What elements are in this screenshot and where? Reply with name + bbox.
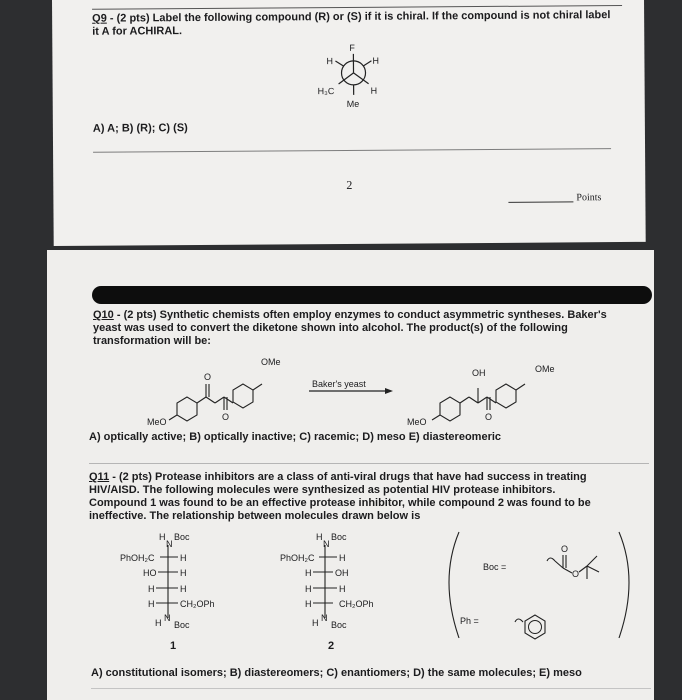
question-10-11-sheet [47,250,654,700]
c1-row2-left: HO [143,568,157,578]
legend-right-paren [619,532,629,638]
atom-me: Me [346,98,360,109]
ph-definition-label: Ph = [460,616,479,626]
q11-number: Q11 [89,471,110,483]
c2-bottom-n: N [321,613,328,623]
compound-1-skeleton [156,545,178,618]
c1-row4-left: H [148,599,155,609]
atom-h-upper-left: H [326,56,333,67]
c1-row4-right: CH₂OPh [180,599,215,609]
phenyl-structure [515,615,545,639]
q9-points-value: 2 [346,177,353,192]
c2-row3-right: H [339,584,346,594]
c1-row3-right: H [180,584,187,594]
c2-row4-right: CH₂OPh [339,599,374,609]
reactant-meo: MeO [147,417,167,427]
q11-line3: Compound 1 was found to be an effective protease inhibitor, while compound 2 was found to be [89,497,591,509]
question-9-sheet [52,0,646,246]
q10-line2: yeast was used to convert the diketone shown into alcohol. The product(s) of the following [93,322,568,334]
q10-options: A) optically active; B) optically inactive; C) racemic; D) meso E) diastereomeric [89,431,502,443]
c1-bottom-n: N [164,613,171,623]
c2-row2-left: H [305,568,312,578]
c2-bottom-boc: Boc [331,620,347,630]
q11-bottom-rule [91,688,651,689]
c2-top-boc: Boc [331,532,347,542]
c2-row1-left: PhOH₂C [280,553,315,563]
c2-bottom-h: H [312,618,319,628]
c1-top-h: H [159,532,166,542]
boc-definition-label: Boc = [483,562,507,572]
q10-line1: Q10 - (2 pts) Synthetic chemists often employ enzymes to conduct asymmetric syntheses. Baker's [93,309,607,321]
bond-back-h2 [363,61,371,66]
q10-line3: transformation will be: [93,335,211,347]
c1-row1-right: H [180,553,187,563]
q11-options: A) constitutional isomers; B) diastereomers; C) enantiomers; D) the same molecules; E) meso [91,667,582,679]
reagent-label: Baker's yeast [312,379,366,389]
q9-line2: it A for ACHIRAL. [92,25,183,38]
c2-row1-right: H [339,553,346,563]
atom-h3c: H₃C [317,86,335,97]
q11-line2: HIV/AISD. The following molecules were synthesized as potential HIV protease inhibitors. [89,484,556,496]
points-label: Points [576,192,602,204]
q9-number: Q9 [92,12,107,25]
c1-row1-left: PhOH₂C [120,553,155,563]
q11-fischer-projections [47,250,654,700]
product-oh: OH [472,368,486,378]
q9-line1: Q9 - (2 pts) Label the following compound (R) or (S) if it is chiral. If the compound is not chiral label [92,9,611,25]
product-meo: MeO [407,417,427,427]
c2-row3-left: H [305,584,312,594]
q10-number: Q10 [93,309,114,321]
c1-top-boc: Boc [174,532,190,542]
atom-f: F [349,42,355,53]
reactant-ome: OMe [261,357,281,367]
q11-line1: Q11 - (2 pts) Protease inhibitors are a class of anti-viral drugs that have had success in treating [89,471,587,483]
atom-h-lower-right: H [370,85,378,96]
c1-bottom-boc: Boc [174,620,190,630]
boc-carbonyl-o: O [561,544,569,554]
bond-back-h1 [335,61,343,66]
c2-row2-right: OH [335,568,349,578]
q11-line4: ineffective. The relationship between molecules drawn below is [89,510,421,522]
legend-left-paren [449,532,459,638]
atom-h-upper-right: H [372,55,379,66]
compound-2-label: 2 [328,640,335,652]
compound-1-label: 1 [170,640,177,652]
c2-top-h: H [316,532,323,542]
c2-row4-left: H [305,599,312,609]
c1-bottom-h: H [155,618,162,628]
reactant-o-bottom: O [222,412,230,422]
compound-2-skeleton [313,545,337,618]
product-o-bottom: O [485,412,493,422]
boc-ester-o: O [572,569,580,579]
q9-options: A) A; B) (R); C) (S) [92,122,188,135]
c2-top-n: N [323,539,330,549]
reactant-o-top: O [204,372,212,382]
c1-row3-left: H [148,584,155,594]
c1-top-n: N [166,539,173,549]
product-ome: OMe [535,364,555,374]
c1-row2-right: H [180,568,187,578]
